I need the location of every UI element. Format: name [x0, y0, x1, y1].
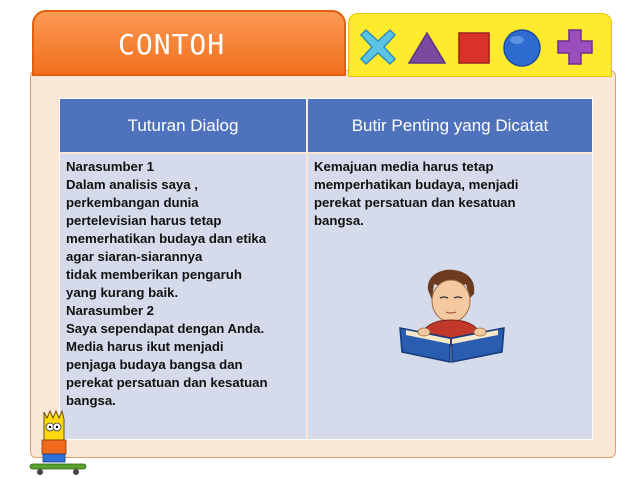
dialog-line: tidak memberikan pengaruh: [66, 267, 242, 282]
dialog-line: perkembangan dunia: [66, 195, 199, 210]
dialog-line: Narasumber 1: [66, 159, 154, 174]
dialog-line: memerhatikan budaya dan etika: [66, 231, 267, 246]
x-icon: [359, 28, 397, 66]
dialog-line: Dalam analisis saya ,: [66, 177, 198, 192]
dialog-line: pertelevisian harus tetap: [66, 213, 222, 228]
dialog-line: Narasumber 2: [66, 303, 154, 318]
dialog-line: agar siaran-siarannya: [66, 249, 203, 264]
dialog-line: Saya sependapat dengan Anda.: [66, 321, 265, 336]
skateboarder-illustration: [26, 408, 90, 476]
column-header-notes: Butir Penting yang Dicatat: [308, 99, 592, 152]
slide-title: CONTOH: [118, 28, 226, 61]
shapes-bar: [348, 13, 612, 77]
notes-line: bangsa.: [314, 213, 364, 228]
dialog-line: penjaga budaya bangsa dan: [66, 357, 243, 372]
plus-icon: [555, 27, 595, 67]
circle-icon: [501, 27, 543, 69]
column-header-dialog: Tuturan Dialog: [60, 99, 306, 152]
notes-line: memperhatikan budaya, menjadi: [314, 177, 519, 192]
dialog-table: [59, 98, 593, 440]
triangle-icon: [407, 31, 447, 65]
dialog-line: Media harus ikut menjadi: [66, 339, 224, 354]
dialog-line: bangsa.: [66, 393, 116, 408]
dialog-line: yang kurang baik.: [66, 285, 179, 300]
square-icon: [457, 31, 491, 65]
notes-line: perekat persatuan dan kesatuan: [314, 195, 516, 210]
dialog-cell: [60, 154, 306, 439]
dialog-line: perekat persatuan dan kesatuan: [66, 375, 268, 390]
notes-line: Kemajuan media harus tetap: [314, 159, 494, 174]
reading-man-illustration: [392, 268, 512, 364]
